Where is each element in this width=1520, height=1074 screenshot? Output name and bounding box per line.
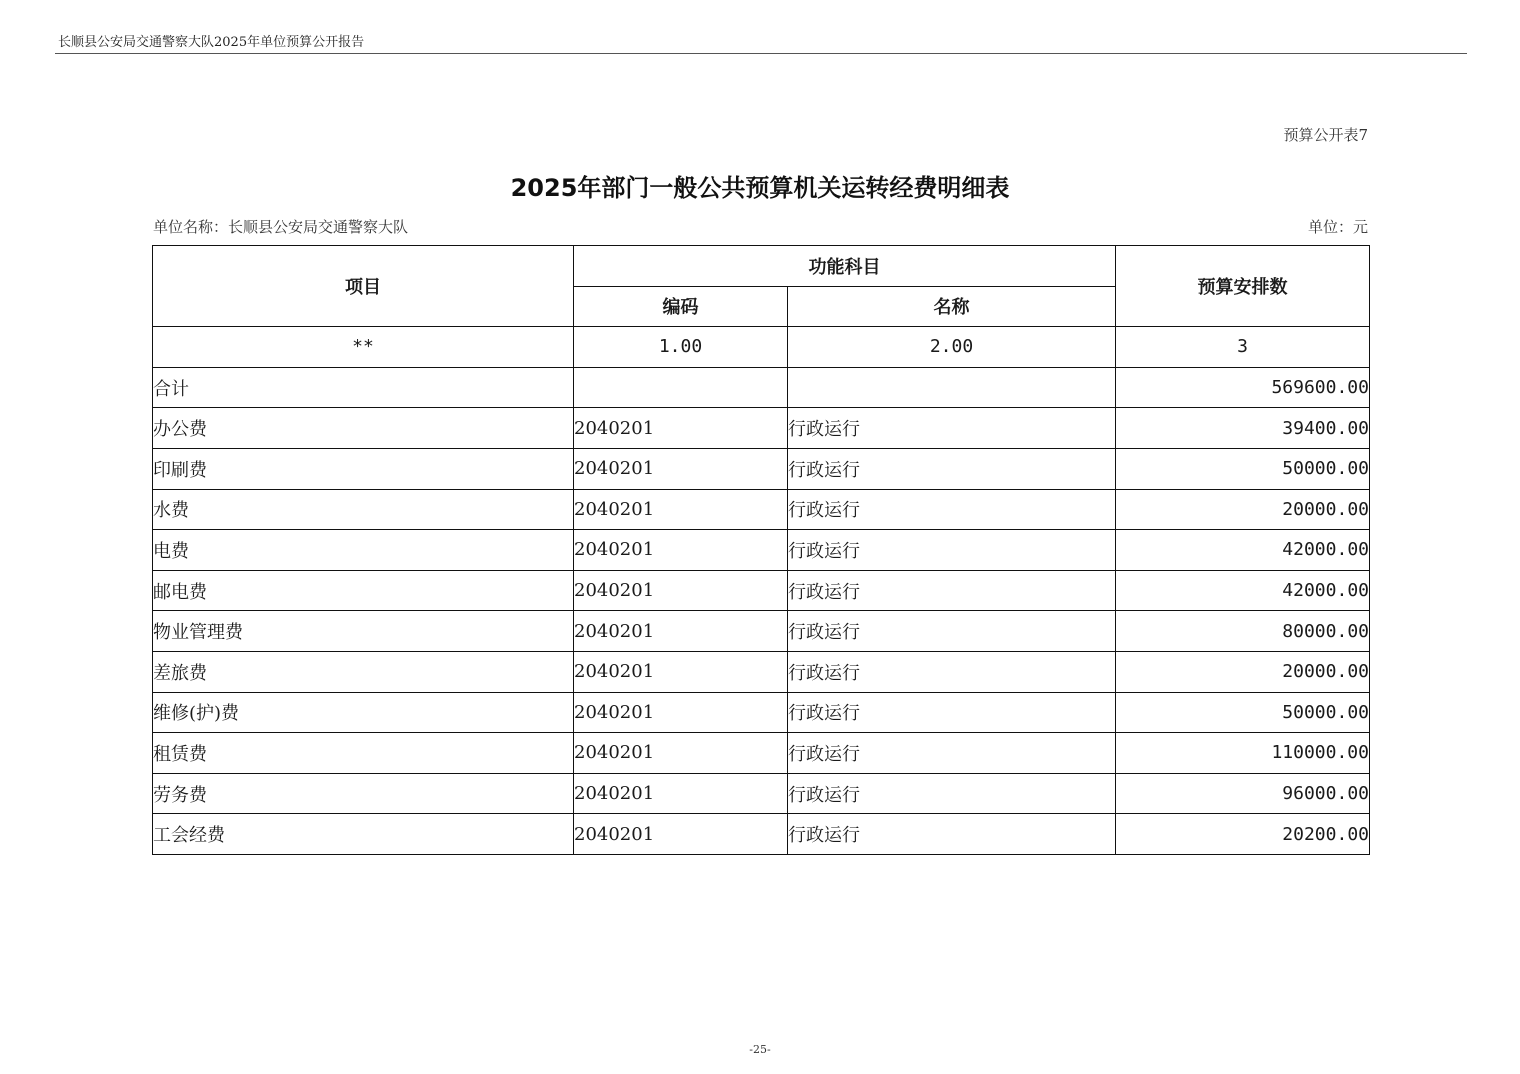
row-name-cell: 行政运行 [788, 651, 1116, 692]
index-code: 1.00 [574, 327, 788, 368]
row-code-cell: 2040201 [574, 814, 788, 855]
row-name-cell: 行政运行 [788, 448, 1116, 489]
header-name: 名称 [788, 286, 1116, 327]
header-budget-amount: 预算安排数 [1116, 246, 1370, 327]
row-name-cell: 行政运行 [788, 692, 1116, 733]
row-code-cell: 2040201 [574, 448, 788, 489]
total-row [153, 367, 1370, 408]
row-name-cell: 行政运行 [788, 611, 1116, 652]
unit-name: 单位名称：长顺县公安局交通警察大队 [153, 218, 409, 236]
table-row [153, 570, 1370, 611]
row-item-cell: 合计 [153, 367, 574, 408]
row-name-cell: 行政运行 [788, 408, 1116, 449]
row-amount-cell: 20200.00 [1116, 814, 1370, 855]
header-item: 项目 [153, 246, 574, 327]
row-code-cell: 2040201 [574, 651, 788, 692]
table-row [153, 651, 1370, 692]
header-divider [55, 53, 1467, 54]
row-item-cell: 差旅费 [153, 651, 574, 692]
page-title: 2025年部门一般公共预算机关运转经费明细表 [510, 174, 1010, 202]
budget-table [152, 245, 1370, 855]
row-code-cell: 2040201 [574, 773, 788, 814]
row-code-cell: 2040201 [574, 692, 788, 733]
table-row [153, 773, 1370, 814]
row-item-cell: 电费 [153, 530, 574, 571]
index-row [153, 327, 1370, 368]
index-item: ** [153, 327, 574, 368]
row-amount-cell: 80000.00 [1116, 611, 1370, 652]
table-number: 预算公开表7 [1283, 126, 1368, 144]
row-amount-cell: 39400.00 [1116, 408, 1370, 449]
page-number: -25- [749, 1043, 771, 1056]
header-code: 编码 [574, 286, 788, 327]
row-amount-cell: 20000.00 [1116, 651, 1370, 692]
table-row [153, 692, 1370, 733]
report-header: 长顺县公安局交通警察大队2025年单位预算公开报告 [58, 35, 365, 50]
row-amount-cell: 569600.00 [1116, 367, 1370, 408]
index-amount: 3 [1116, 327, 1370, 368]
row-item-cell: 邮电费 [153, 570, 574, 611]
table-row [153, 489, 1370, 530]
table-row [153, 530, 1370, 571]
row-item-cell: 水费 [153, 489, 574, 530]
row-code-cell: 2040201 [574, 408, 788, 449]
row-amount-cell: 42000.00 [1116, 570, 1370, 611]
row-name-cell: 行政运行 [788, 733, 1116, 774]
row-code-cell: 2040201 [574, 570, 788, 611]
row-amount-cell: 110000.00 [1116, 733, 1370, 774]
row-name-cell: 行政运行 [788, 489, 1116, 530]
currency-unit: 单位：元 [1307, 218, 1368, 236]
row-amount-cell: 50000.00 [1116, 448, 1370, 489]
row-item-cell: 办公费 [153, 408, 574, 449]
row-amount-cell: 20000.00 [1116, 489, 1370, 530]
row-name-cell: 行政运行 [788, 814, 1116, 855]
row-item-cell: 劳务费 [153, 773, 574, 814]
row-code-cell: 2040201 [574, 489, 788, 530]
row-item-cell: 印刷费 [153, 448, 574, 489]
table-row [153, 611, 1370, 652]
row-amount-cell: 96000.00 [1116, 773, 1370, 814]
row-item-cell: 工会经费 [153, 814, 574, 855]
row-name-cell: 行政运行 [788, 570, 1116, 611]
table-row [153, 814, 1370, 855]
table-row [153, 733, 1370, 774]
row-name-cell: 行政运行 [788, 773, 1116, 814]
table-row [153, 448, 1370, 489]
row-name-cell: 行政运行 [788, 530, 1116, 571]
row-code-cell: 2040201 [574, 733, 788, 774]
row-amount-cell: 42000.00 [1116, 530, 1370, 571]
row-item-cell: 物业管理费 [153, 611, 574, 652]
header-function-subject: 功能科目 [574, 246, 1116, 287]
row-name-cell [788, 367, 1116, 408]
table-row [153, 408, 1370, 449]
row-item-cell: 维修(护)费 [153, 692, 574, 733]
row-code-cell [574, 367, 788, 408]
row-code-cell: 2040201 [574, 530, 788, 571]
row-item-cell: 租赁费 [153, 733, 574, 774]
row-amount-cell: 50000.00 [1116, 692, 1370, 733]
row-code-cell: 2040201 [574, 611, 788, 652]
index-name: 2.00 [788, 327, 1116, 368]
